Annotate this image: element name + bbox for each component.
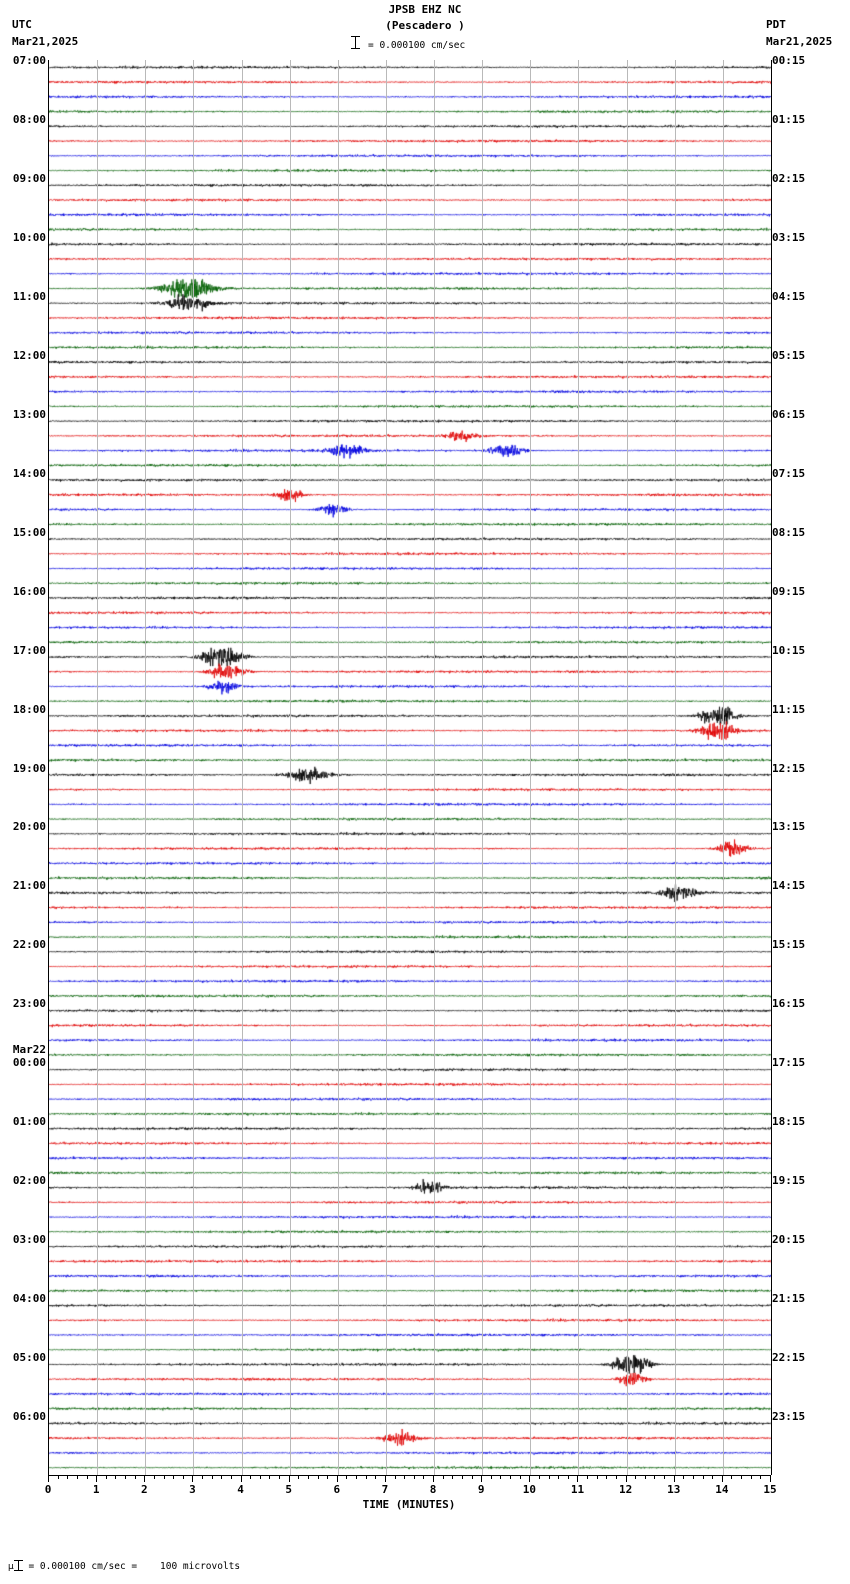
x-tick-minor — [443, 1475, 444, 1479]
x-tick-label: 0 — [44, 1483, 52, 1496]
utc-hour-label: 18:00 — [12, 702, 46, 716]
x-tick-minor — [606, 1475, 607, 1479]
x-tick-major — [481, 1475, 482, 1482]
x-tick-minor — [231, 1475, 232, 1479]
utc-hour-label: 04:00 — [12, 1292, 46, 1306]
x-tick-minor — [346, 1475, 347, 1479]
seismogram-plot — [48, 60, 772, 1475]
pdt-hour-label: 22:15 — [772, 1351, 806, 1365]
x-tick-major — [674, 1475, 675, 1482]
pdt-hour-label: 09:15 — [772, 584, 806, 598]
x-tick-minor — [298, 1475, 299, 1479]
x-tick-minor — [395, 1475, 396, 1479]
x-tick-minor — [404, 1475, 405, 1479]
utc-hour-label: 17:00 — [12, 643, 46, 657]
x-tick-minor — [731, 1475, 732, 1479]
pdt-hour-label: 18:15 — [772, 1115, 806, 1129]
x-tick-major — [48, 1475, 49, 1482]
x-tick-minor — [751, 1475, 752, 1479]
x-tick-label: 12 — [618, 1483, 633, 1496]
x-axis-title: TIME (MINUTES) — [362, 1498, 456, 1511]
pdt-hour-label: 14:15 — [772, 879, 806, 893]
pdt-hour-label: 16:15 — [772, 997, 806, 1011]
x-tick-minor — [106, 1475, 107, 1479]
x-tick-minor — [173, 1475, 174, 1479]
utc-hour-label: 19:00 — [12, 761, 46, 775]
pdt-hour-label: 01:15 — [772, 112, 806, 126]
left-time-axis — [0, 54, 48, 1475]
gridline-minute-7 — [386, 60, 387, 1475]
x-tick-major — [144, 1475, 145, 1482]
x-tick-minor — [462, 1475, 463, 1479]
x-tick-label: 4 — [237, 1483, 244, 1496]
gridline-minute-11 — [578, 60, 579, 1475]
pdt-hour-label: 19:15 — [772, 1174, 806, 1188]
x-tick-minor — [520, 1475, 521, 1479]
x-tick-minor — [664, 1475, 665, 1479]
utc-hour-label: 12:00 — [12, 348, 46, 362]
x-tick-label: 8 — [429, 1483, 437, 1496]
x-tick-minor — [212, 1475, 213, 1479]
gridline-minute-6 — [338, 60, 339, 1475]
x-tick-label: 14 — [715, 1483, 729, 1496]
x-tick-minor — [260, 1475, 261, 1479]
x-tick-minor — [597, 1475, 598, 1479]
utc-hour-label: 08:00 — [12, 112, 46, 126]
pdt-hour-label: 06:15 — [772, 407, 806, 421]
utc-hour-label: 06:00 — [12, 1410, 46, 1424]
gridline-minute-3 — [193, 60, 194, 1475]
x-tick-major — [337, 1475, 338, 1482]
x-tick-minor — [693, 1475, 694, 1479]
pdt-hour-label: 02:15 — [772, 171, 806, 185]
x-tick-minor — [154, 1475, 155, 1479]
pdt-hour-label: 10:15 — [772, 643, 806, 657]
utc-hour-label: 01:00 — [12, 1115, 46, 1129]
x-tick-minor — [87, 1475, 88, 1479]
x-tick-minor — [741, 1475, 742, 1479]
x-tick-minor — [645, 1475, 646, 1479]
x-tick-label: 5 — [285, 1483, 292, 1496]
x-tick-major — [722, 1475, 723, 1482]
x-tick-label: 10 — [522, 1483, 536, 1496]
scale-bar-icon — [351, 36, 360, 49]
x-tick-minor — [491, 1475, 492, 1479]
gridline-minute-1 — [97, 60, 98, 1475]
utc-hour-label: 20:00 — [12, 820, 46, 834]
x-tick-minor — [183, 1475, 184, 1479]
x-tick-minor — [269, 1475, 270, 1479]
x-tick-major — [433, 1475, 434, 1482]
x-tick-minor — [308, 1475, 309, 1479]
x-tick-major — [626, 1475, 627, 1482]
x-tick-major — [577, 1475, 578, 1482]
x-tick-label: 2 — [140, 1483, 148, 1496]
station-title: JPSB EHZ NC — [388, 3, 462, 16]
x-tick-minor — [703, 1475, 704, 1479]
x-tick-minor — [135, 1475, 136, 1479]
x-tick-minor — [318, 1475, 319, 1479]
right-time-axis — [772, 54, 850, 1475]
utc-hour-label: 15:00 — [12, 525, 46, 539]
utc-hour-label: 23:00 — [12, 997, 46, 1011]
pdt-hour-label: 03:15 — [772, 230, 806, 244]
x-tick-minor — [366, 1475, 367, 1479]
left-date-label: Mar21,2025 — [12, 35, 79, 48]
gridline-minute-4 — [242, 60, 243, 1475]
x-tick-minor — [549, 1475, 550, 1479]
day-change-marker: Mar22 — [12, 1043, 46, 1057]
x-tick-minor — [452, 1475, 453, 1479]
utc-hour-label: 11:00 — [12, 289, 46, 303]
x-tick-minor — [423, 1475, 424, 1479]
pdt-hour-label: 12:15 — [772, 761, 806, 775]
utc-hour-label: 14:00 — [12, 466, 46, 480]
x-tick-major — [241, 1475, 242, 1482]
x-tick-minor — [58, 1475, 59, 1479]
footer-text-after: 100 microvolts — [160, 1561, 241, 1572]
pdt-hour-label: 13:15 — [772, 820, 806, 834]
x-tick-minor — [616, 1475, 617, 1479]
scale-note: = 0.000100 cm/sec — [368, 40, 466, 51]
x-tick-minor — [683, 1475, 684, 1479]
x-tick-label: 1 — [92, 1483, 100, 1496]
chart-header — [0, 0, 850, 58]
utc-hour-label: 21:00 — [12, 879, 46, 893]
footer-scale-bar-icon — [14, 1560, 23, 1571]
utc-hour-label: 00:00 — [12, 1056, 46, 1070]
utc-hour-label: 22:00 — [12, 938, 46, 952]
x-tick-major — [192, 1475, 193, 1482]
utc-hour-label: 16:00 — [12, 584, 46, 598]
x-tick-major — [529, 1475, 530, 1482]
x-tick-minor — [500, 1475, 501, 1479]
utc-hour-label: 09:00 — [12, 171, 46, 185]
x-tick-major — [289, 1475, 290, 1482]
pdt-hour-label: 07:15 — [772, 466, 806, 480]
pdt-hour-label: 21:15 — [772, 1292, 806, 1306]
micro-symbol: μ — [8, 1562, 14, 1572]
pdt-hour-label: 04:15 — [772, 289, 806, 303]
pdt-hour-label: 00:15 — [772, 54, 806, 67]
x-tick-label: 15 — [763, 1483, 777, 1496]
utc-hour-label: 10:00 — [12, 230, 46, 244]
gridline-minute-14 — [723, 60, 724, 1475]
utc-hour-label: 03:00 — [12, 1233, 46, 1247]
utc-hour-label: 02:00 — [12, 1174, 46, 1188]
right-timezone-label: PDT — [766, 18, 786, 31]
x-tick-minor — [712, 1475, 713, 1479]
x-tick-minor — [375, 1475, 376, 1479]
x-tick-minor — [472, 1475, 473, 1479]
x-tick-minor — [635, 1475, 636, 1479]
pdt-hour-label: 15:15 — [772, 938, 806, 952]
x-tick-minor — [414, 1475, 415, 1479]
x-tick-major — [385, 1475, 386, 1482]
x-tick-minor — [125, 1475, 126, 1479]
x-tick-label: 3 — [189, 1483, 196, 1496]
x-tick-label: 9 — [477, 1483, 485, 1496]
x-tick-minor — [654, 1475, 655, 1479]
pdt-hour-label: 17:15 — [772, 1056, 806, 1070]
x-tick-minor — [510, 1475, 511, 1479]
x-tick-major — [96, 1475, 97, 1482]
pdt-hour-label: 23:15 — [772, 1410, 806, 1424]
x-tick-major — [770, 1475, 771, 1482]
pdt-hour-label: 05:15 — [772, 348, 806, 362]
pdt-hour-label: 08:15 — [772, 525, 806, 539]
utc-hour-label: 13:00 — [12, 407, 46, 421]
x-tick-minor — [67, 1475, 68, 1479]
x-tick-label: 13 — [667, 1483, 681, 1496]
x-tick-label: 6 — [333, 1483, 341, 1496]
x-tick-minor — [760, 1475, 761, 1479]
x-tick-minor — [77, 1475, 78, 1479]
x-tick-minor — [164, 1475, 165, 1479]
utc-hour-label: 07:00 — [12, 54, 46, 67]
footer-scale-note — [8, 1560, 240, 1572]
gridline-minute-12 — [627, 60, 628, 1475]
pdt-hour-label: 20:15 — [772, 1233, 806, 1247]
utc-hour-label: 05:00 — [12, 1351, 46, 1365]
gridline-minute-2 — [145, 60, 146, 1475]
x-tick-minor — [356, 1475, 357, 1479]
x-tick-minor — [115, 1475, 116, 1479]
x-tick-minor — [221, 1475, 222, 1479]
gridline-minute-8 — [434, 60, 435, 1475]
gridline-minute-13 — [675, 60, 676, 1475]
x-tick-minor — [587, 1475, 588, 1479]
right-date-label: Mar21,2025 — [766, 35, 833, 48]
footer-text-before: = 0.000100 cm/sec = — [28, 1561, 138, 1572]
x-tick-minor — [279, 1475, 280, 1479]
x-tick-minor — [558, 1475, 559, 1479]
x-tick-label: 7 — [381, 1483, 389, 1496]
pdt-hour-label: 11:15 — [772, 702, 806, 716]
x-tick-minor — [568, 1475, 569, 1479]
station-location: (Pescadero ) — [385, 19, 465, 32]
x-tick-minor — [202, 1475, 203, 1479]
gridline-minute-10 — [530, 60, 531, 1475]
x-tick-label: 11 — [570, 1483, 585, 1496]
left-timezone-label: UTC — [12, 18, 32, 31]
x-tick-minor — [250, 1475, 251, 1479]
x-tick-minor — [539, 1475, 540, 1479]
x-tick-minor — [327, 1475, 328, 1479]
gridline-minute-5 — [290, 60, 291, 1475]
gridline-minute-9 — [482, 60, 483, 1475]
